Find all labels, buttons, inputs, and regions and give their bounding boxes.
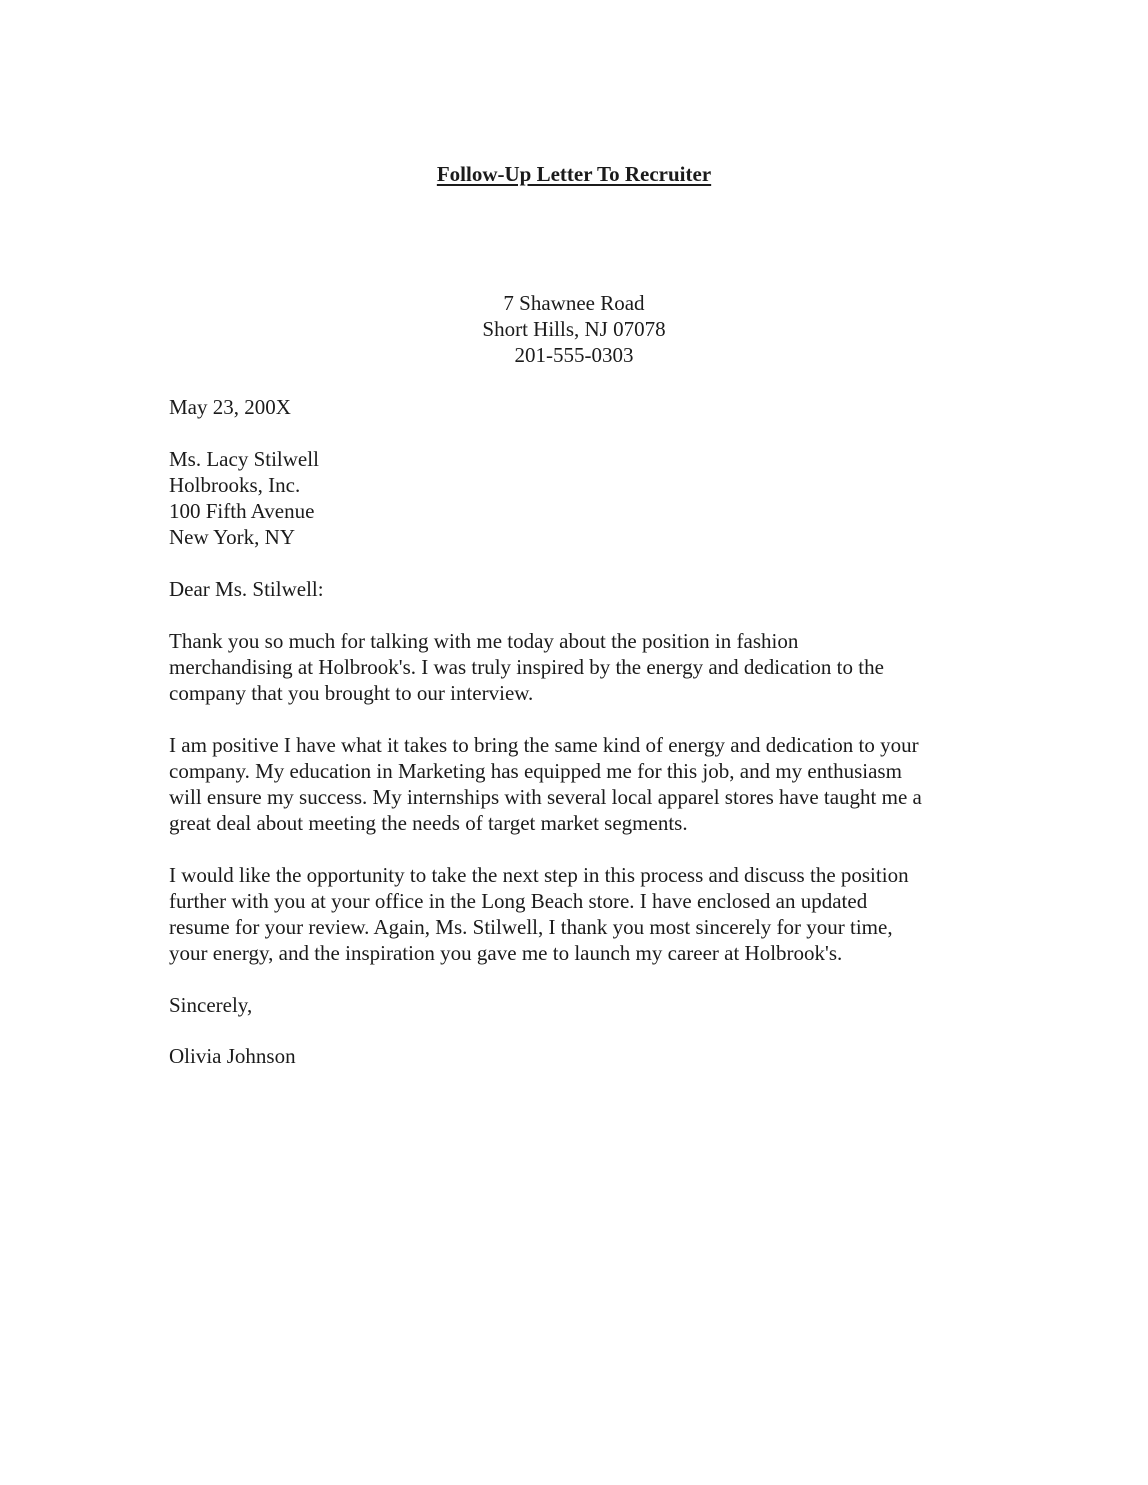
sender-phone: 201-555-0303 [514,343,634,367]
paragraph-line: your energy, and the inspiration you gave me to launch my career at Holbrook's. [169,941,843,965]
paragraph-line: company that you brought to our interview. [169,681,534,705]
paragraph-line: I would like the opportunity to take the next step in this process and discuss the position [169,863,909,887]
paragraph-line: further with you at your office in the Long Beach store. I have enclosed an updated [169,889,868,913]
letter-title: Follow-Up Letter To Recruiter [436,162,712,186]
paragraph-line: will ensure my success. My internships with several local apparel stores have taught me a [169,785,922,809]
paragraph-line: merchandising at Holbrook's. I was truly inspired by the energy and dedication to the [169,655,884,679]
paragraph-1 [169,628,999,706]
recipient-city-state: New York, NY [169,525,296,549]
salutation: Dear Ms. Stilwell: [169,577,324,601]
letter-date: May 23, 200X [169,395,291,419]
paragraph-line: company. My education in Marketing has equipped me for this job, and my enthusiasm [169,759,902,783]
recipient-address [169,446,999,550]
paragraph-line: resume for your review. Again, Ms. Stilwell, I thank you most sincerely for your time, [169,915,893,939]
paragraph-line: great deal about meeting the needs of target market segments. [169,811,688,835]
recipient-company: Holbrooks, Inc. [169,473,301,497]
paragraph-line: Thank you so much for talking with me today about the position in fashion [169,629,799,653]
recipient-street: 100 Fifth Avenue [169,499,315,523]
paragraph-2 [169,732,999,836]
sender-address [0,290,1148,368]
paragraph-line: I am positive I have what it takes to bring the same kind of energy and dedication to your [169,733,919,757]
sender-street: 7 Shawnee Road [503,291,645,315]
paragraph-3 [169,862,999,966]
signature-name: Olivia Johnson [169,1044,296,1068]
recipient-name: Ms. Lacy Stilwell [169,447,319,471]
sender-city-state-zip: Short Hills, NJ 07078 [482,317,666,341]
closing: Sincerely, [169,993,253,1017]
